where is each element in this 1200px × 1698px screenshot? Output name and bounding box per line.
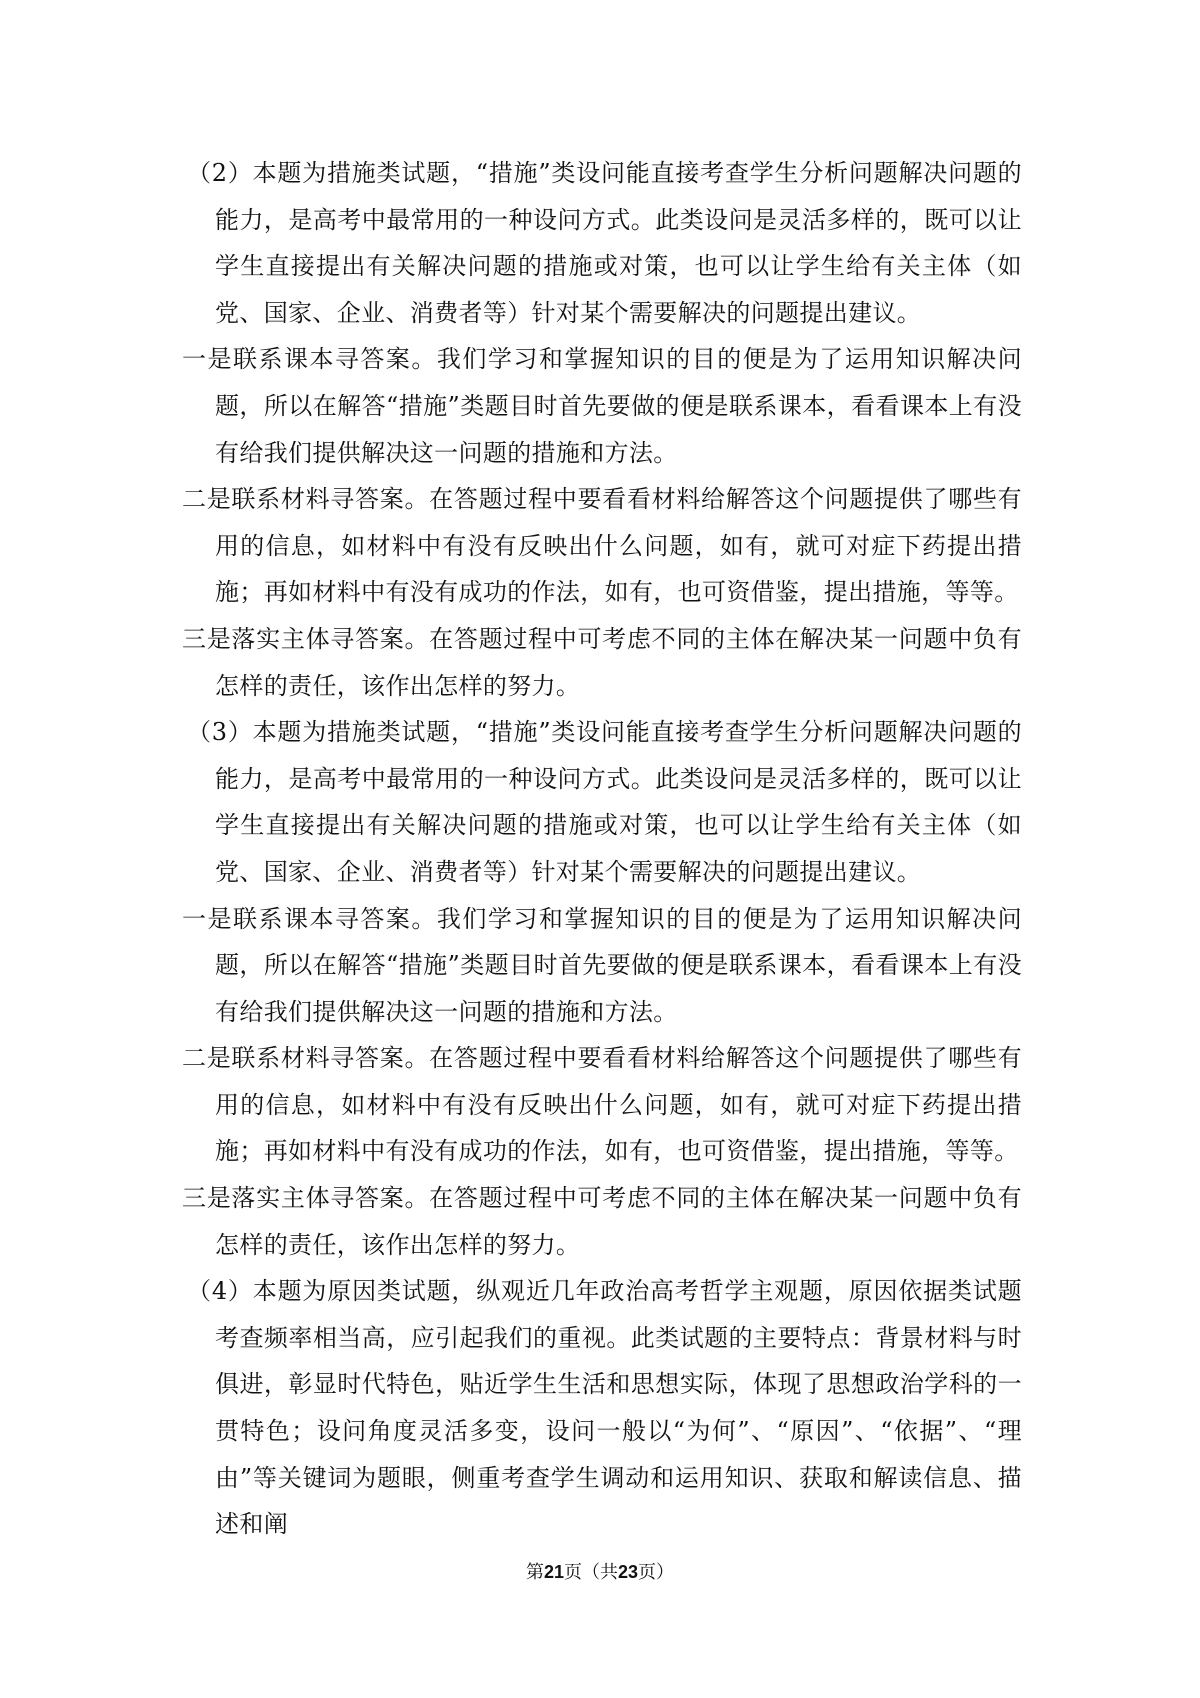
paragraph-q2-point-3: 三是落实主体寻答案。在答题过程中可考虑不同的主体在解决某一问题中负有怎样的责任，该作出怎样的努力。 bbox=[182, 624, 1022, 700]
paragraph-q4: （4）本题为原因类试题，纵观近几年政治高考哲学主观题，原因依据类试题考查频率相当高，应引起我们的重视。此类试题的主要特点：背景材料与时俱进，彰显时代特色，贴近学生生活和思想实际，体现了思想政治学科的一贯特色；设问角度灵活多变，设问一般以“为何”、“原因”、“依据”、“理由”等关键词为题眼，侧重考查学生调动和运用知识、获取和解读信息、描述和阐 bbox=[187, 1277, 1022, 1539]
paragraph-q2-point-2: 二是联系材料寻答案。在答题过程中要看看材料给解答这个问题提供了哪些有用的信息，如材料中有没有反映出什么问题，如有，就可对症下药提出措施；再如材料中有没有成功的作法，如有，也可资借鉴，提出措施，等等。 bbox=[182, 485, 1022, 607]
total-pages-number: 23 bbox=[618, 1562, 639, 1582]
paragraph-q2: （2）本题为措施类试题，“措施”类设问能直接考查学生分析问题解决问题的能力，是高考中最常用的一种设问方式。此类设问是灵活多样的，既可以让学生直接提出有关解决问题的措施或对策，也可以让学生给有关主体（如党、国家、企业、消费者等）针对某个需要解决的问题提出建议。 bbox=[187, 159, 1022, 327]
current-page-number: 21 bbox=[543, 1562, 564, 1582]
paragraph-q2-point-1: 一是联系课本寻答案。我们学习和掌握知识的目的便是为了运用知识解决问题，所以在解答“措施”类题目时首先要做的便是联系课本，看看课本上有没有给我们提供解决这一问题的措施和方法。 bbox=[182, 345, 1022, 467]
paragraph-q3: （3）本题为措施类试题，“措施”类设问能直接考查学生分析问题解决问题的能力，是高考中最常用的一种设问方式。此类设问是灵活多样的，既可以让学生直接提出有关解决问题的措施或对策，也可以让学生给有关主体（如党、国家、企业、消费者等）针对某个需要解决的问题提出建议。 bbox=[187, 718, 1022, 886]
paragraph-q3-point-3: 三是落实主体寻答案。在答题过程中可考虑不同的主体在解决某一问题中负有怎样的责任，该作出怎样的努力。 bbox=[182, 1184, 1022, 1259]
paragraph-q3-point-2: 二是联系材料寻答案。在答题过程中要看看材料给解答这个问题提供了哪些有用的信息，如材料中有没有反映出什么问题，如有，就可对症下药提出措施；再如材料中有没有成功的作法，如有，也可资借鉴，提出措施，等等。 bbox=[182, 1044, 1022, 1166]
footer-prefix: 第 bbox=[525, 1562, 544, 1583]
document-body bbox=[182, 150, 1022, 1548]
page-footer bbox=[0, 1558, 1200, 1584]
footer-suffix: 页） bbox=[638, 1562, 675, 1583]
paragraph-q3-point-1: 一是联系课本寻答案。我们学习和掌握知识的目的便是为了运用知识解决问题，所以在解答“措施”类题目时首先要做的便是联系课本，看看课本上有没有给我们提供解决这一问题的措施和方法。 bbox=[182, 904, 1022, 1026]
footer-middle: 页（共 bbox=[564, 1562, 618, 1583]
